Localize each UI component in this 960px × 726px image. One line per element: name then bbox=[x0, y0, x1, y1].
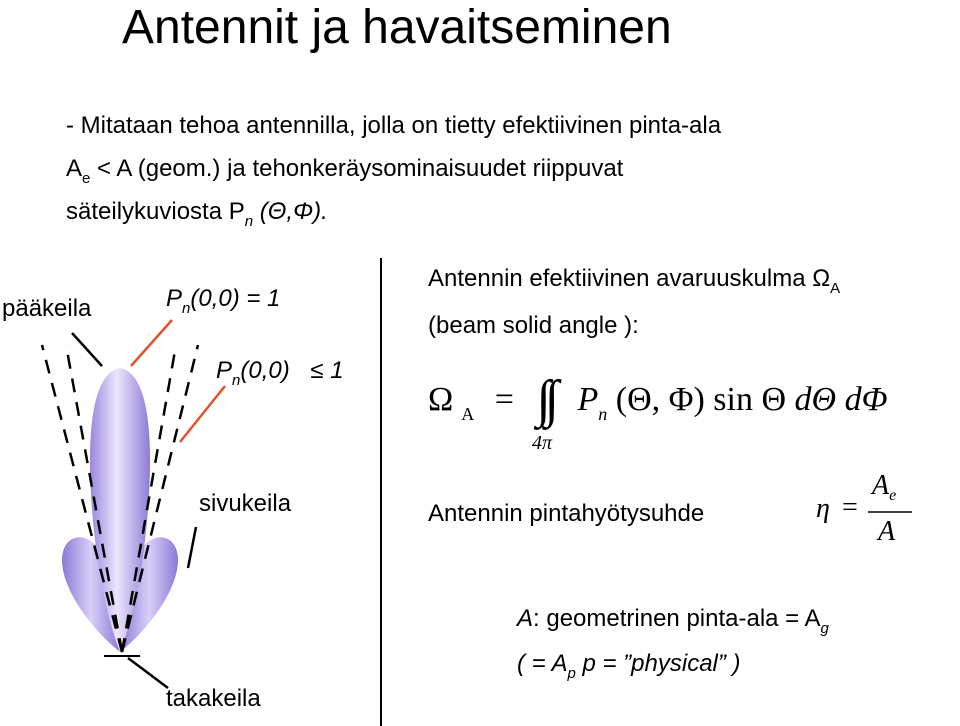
formula-equals: = bbox=[494, 381, 514, 418]
geometric-line-1 bbox=[517, 605, 829, 636]
intro-line-2-b: < A (geom.) ja tehonkeräysominaisuudet riippuvat bbox=[90, 155, 624, 182]
solid-angle-formula bbox=[428, 371, 888, 428]
solid-angle-sub: A bbox=[830, 280, 841, 297]
pn-le-b: (0,0) bbox=[240, 357, 290, 384]
efficiency-denominator: A bbox=[878, 516, 896, 547]
efficiency-num-a: A bbox=[872, 470, 890, 501]
pn-le-c: 1 bbox=[323, 357, 344, 384]
efficiency-num-sub: e bbox=[889, 487, 897, 504]
formula-omega: Ω bbox=[428, 381, 454, 418]
pn-eq-sub: n bbox=[182, 300, 191, 317]
formula-p-sub: n bbox=[598, 404, 608, 424]
formula-p: P bbox=[577, 381, 599, 418]
back-lobe-label: takakeila bbox=[166, 685, 261, 712]
geometric-text: : geometrinen pinta-ala = A bbox=[533, 605, 821, 632]
main-lobe-pointer bbox=[72, 333, 102, 366]
formula-domain: 4π bbox=[532, 432, 553, 454]
solid-angle-text: Antennin efektiivinen avaruuskulma Ω bbox=[428, 265, 831, 292]
pn-le-a: P bbox=[216, 357, 233, 384]
formula-omega-sub: A bbox=[461, 404, 475, 424]
pn-le-sub: n bbox=[232, 372, 241, 389]
intro-line-1: - Mitataan tehoa antennilla, jolla on tietty efektiivinen pinta-ala bbox=[66, 112, 722, 139]
intro-line-3-sub: n bbox=[244, 213, 254, 230]
intro-line-3-a: säteilykuviosta P bbox=[66, 198, 245, 225]
geometric-a: A bbox=[517, 605, 534, 632]
page-title: Antennit ja havaitseminen bbox=[122, 1, 672, 54]
geometric-line2-b: p = ”physical” ) bbox=[575, 650, 741, 677]
pn-eq-b: (0,0) = 1 bbox=[190, 285, 281, 312]
efficiency-label: Antennin pintahyötysuhde bbox=[428, 500, 705, 527]
efficiency-eta: η bbox=[816, 493, 830, 524]
pn-eq-label bbox=[166, 285, 280, 316]
intro-line-2-a: A bbox=[66, 155, 83, 182]
efficiency-numerator bbox=[872, 470, 896, 502]
geometric-line2-a: ( = A bbox=[517, 650, 568, 677]
formula-args: (Θ, Φ) sin Θ bbox=[615, 381, 787, 418]
geometric-line2-sub: p bbox=[567, 665, 576, 682]
geometric-line-2 bbox=[517, 650, 741, 681]
le-symbol: ≤ bbox=[310, 357, 324, 384]
side-lobe-pointer bbox=[188, 527, 196, 568]
solid-angle-line-1 bbox=[428, 265, 840, 296]
pn-le-label bbox=[216, 357, 344, 388]
back-lobe-pointer bbox=[128, 658, 168, 688]
efficiency-equals: = bbox=[842, 492, 858, 523]
main-lobe-label: pääkeila bbox=[2, 295, 92, 322]
side-lobe-label: sivukeila bbox=[199, 490, 292, 517]
intro-line-3-b: (Θ,Φ). bbox=[253, 198, 328, 225]
formula-diff: dΘ dΦ bbox=[794, 381, 888, 418]
solid-angle-line-2: (beam solid angle ): bbox=[428, 312, 639, 339]
geometric-sub: g bbox=[820, 620, 829, 637]
pn-eq-pointer bbox=[131, 320, 172, 366]
intro-line-2-sub: e bbox=[82, 170, 91, 187]
pn-eq-a: P bbox=[166, 285, 183, 312]
formula-integral: ∫∫ bbox=[536, 371, 553, 428]
